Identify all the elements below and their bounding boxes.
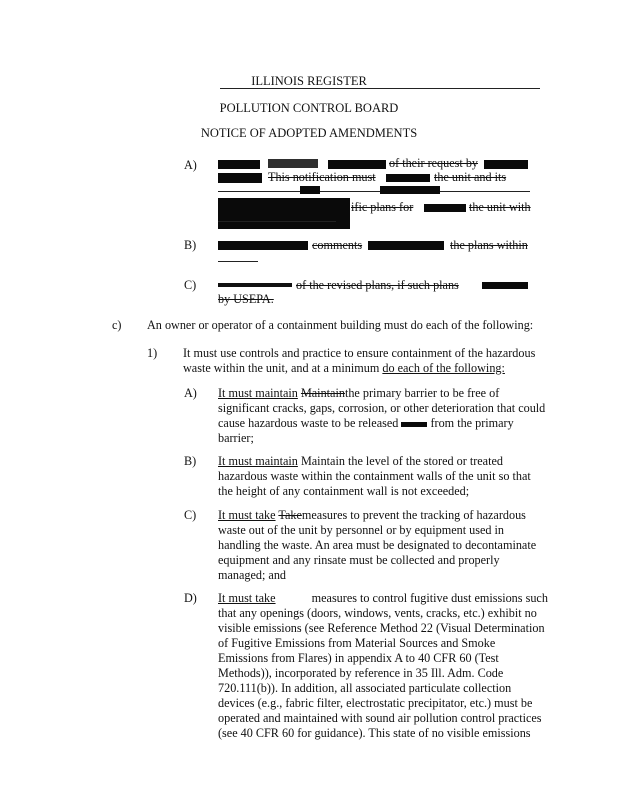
item-1a-line3 — [218, 416, 514, 431]
item-1-line1: It must use controls and practice to ensure containment of the hazardous — [183, 346, 536, 360]
item-1d-rest: measures to control fugitive dust emissions such — [311, 591, 548, 605]
item-1d-added: It must take — [218, 591, 276, 605]
register-title: ILLINOIS REGISTER — [251, 74, 367, 88]
redaction-block — [401, 422, 427, 427]
item-1d-line9: operated and maintained with sound air pollution control practices — [218, 711, 542, 725]
item-1b-line1 — [218, 454, 503, 469]
item-1c-line1 — [218, 508, 526, 523]
redaction-block — [380, 186, 440, 194]
redaction-block — [218, 241, 308, 250]
redaction-block — [328, 160, 386, 169]
redaction-block — [386, 174, 430, 182]
register-underline — [220, 88, 540, 89]
item-1a-deleted: Maintain — [300, 386, 345, 400]
item-c-label: C) — [184, 278, 197, 292]
item-1a-line4: barrier; — [218, 431, 254, 445]
item-b-line1: comments — [312, 238, 363, 252]
item-1d-line3: visible emissions (see Reference Method 22 (Visual Determination — [218, 621, 545, 635]
item-a-label: A) — [184, 158, 197, 172]
item-1-line2-pre: waste within the unit, and at a minimum — [183, 361, 380, 375]
item-1d-label: D) — [184, 591, 197, 605]
item-1c-line4: equipment and any rinsate must be collected and properly — [218, 553, 500, 567]
redaction-block — [368, 241, 444, 250]
item-1c-label: C) — [184, 508, 197, 522]
redaction-block — [424, 204, 466, 212]
redaction-block — [218, 160, 260, 169]
item-b-label: B) — [184, 238, 197, 252]
item-a-line5: ific plans for — [351, 200, 414, 214]
item-c-line1: of the revised plans, if such plans — [296, 278, 459, 292]
item-1b-line2: hazardous waste within the containment walls of the unit so that — [218, 469, 531, 483]
redaction-block — [218, 173, 262, 183]
item-1a-label: A) — [184, 386, 197, 400]
item-1d-line1 — [218, 591, 548, 606]
item-1d-line4: of Fugitive Emissions from Material Sources and Smoke — [218, 636, 496, 650]
item-1d-line8: devices (e.g., fabric filter, electrostatic precipitator, etc.) must be — [218, 696, 533, 710]
section-c-label: c) — [112, 318, 122, 332]
item-1d-line7: 720.111(b)). In addition, all associated particulate collection — [218, 681, 512, 695]
item-1a-line3-pre: cause hazardous waste to be released — [218, 416, 399, 430]
item-1a-line2: significant cracks, gaps, corrosion, or other deterioration that could — [218, 401, 546, 415]
item-1b-label: B) — [184, 454, 197, 468]
item-a-line2: This notification must — [268, 170, 376, 184]
item-1a-added: It must maintain — [218, 386, 298, 400]
item-a-line5b: the unit with — [469, 200, 531, 214]
redaction-block — [268, 159, 318, 168]
strike-line — [218, 261, 258, 262]
strike-line — [218, 283, 292, 287]
item-c-line2: by USEPA. — [218, 292, 274, 306]
item-1c-line5: managed; and — [218, 568, 287, 582]
board-title: POLLUTION CONTROL BOARD — [219, 101, 399, 115]
item-a-line3: the unit and its — [434, 170, 507, 184]
item-1-line2-underlined: do each of the following: — [382, 361, 505, 375]
item-1c-rest: measures to prevent the tracking of hazardous — [301, 508, 526, 522]
item-1b-added: It must maintain — [218, 454, 298, 468]
notice-title: NOTICE OF ADOPTED AMENDMENTS — [200, 126, 418, 140]
redaction-block — [482, 282, 528, 289]
item-1d-line2: that any openings (doors, windows, vents, cracks, etc.) exhibit no — [218, 606, 537, 620]
redaction-block — [300, 186, 320, 194]
item-1c-deleted: Take — [278, 508, 302, 522]
item-1d-line5: Emissions from Flares) in appendix A to 40 CFR 60 (Test — [218, 651, 499, 665]
item-1c-line2: waste out of the unit by personnel or by equipment used in — [218, 523, 505, 537]
item-1b-line3: the height of any containment wall is not exceeded; — [218, 484, 470, 498]
section-c-text: An owner or operator of a containment building must do each of the following: — [147, 318, 534, 332]
item-a-line1: of their request by — [389, 156, 479, 170]
item-1c-line3: handling the waste. An area must be designated to decontaminate — [218, 538, 537, 552]
item-1d-line10: (see 40 CFR 60 for guidance). This state of no visible emissions — [218, 726, 531, 740]
item-1a-rest: the primary barrier to be free of — [344, 386, 500, 400]
item-1a-line1 — [218, 386, 499, 401]
item-1a-line3-post: from the primary — [430, 416, 514, 430]
item-1c-added: It must take — [218, 508, 276, 522]
redaction-block — [484, 160, 528, 169]
item-1-label: 1) — [147, 346, 158, 360]
redaction-block — [218, 198, 350, 229]
strike-line — [218, 221, 336, 222]
strike-line — [218, 191, 530, 192]
item-1d-line6: Methods)), incorporated by reference in 35 Ill. Adm. Code — [218, 666, 504, 680]
item-1b-rest: Maintain the level of the stored or treated — [300, 454, 503, 468]
item-b-line1b: the plans within — [450, 238, 528, 252]
item-1-line2 — [183, 361, 505, 376]
